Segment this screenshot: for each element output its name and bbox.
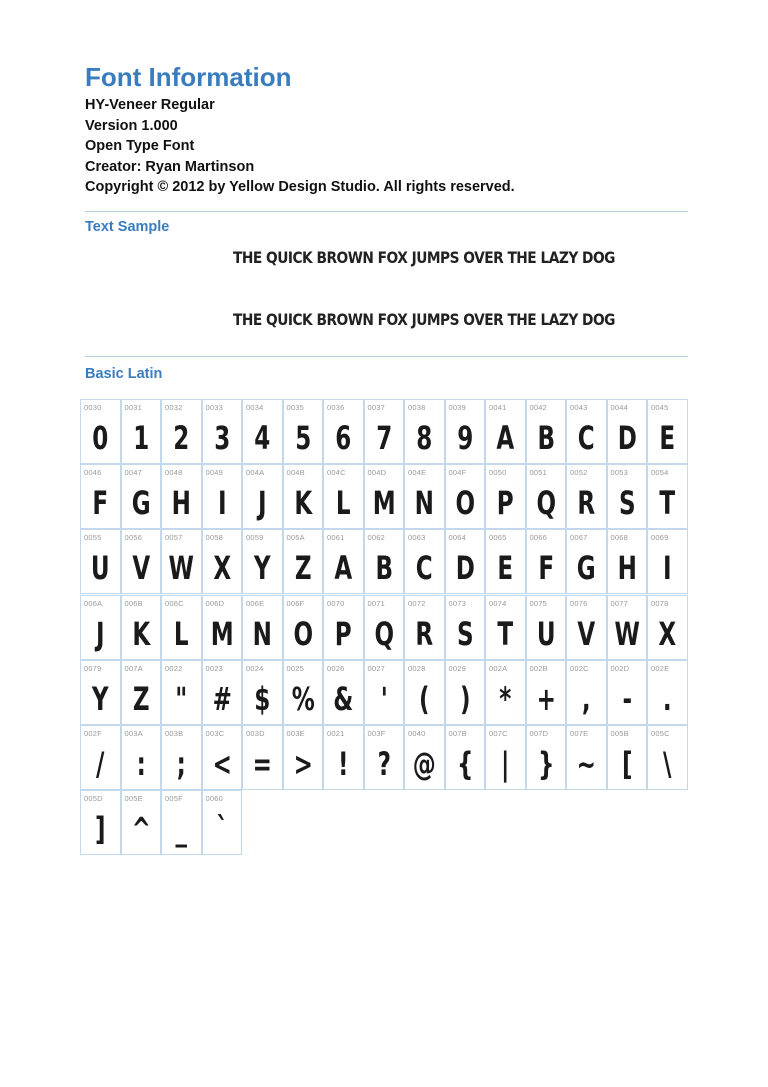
glyph-character: X bbox=[212, 549, 231, 588]
glyph-cell bbox=[485, 725, 526, 790]
glyph-character: A bbox=[334, 549, 353, 588]
glyph-character: 1 bbox=[132, 419, 149, 457]
text-sample-heading: Text Sample bbox=[85, 219, 170, 235]
glyph-cell bbox=[566, 595, 607, 660]
glyph-character: { bbox=[456, 745, 473, 783]
glyph-character: . bbox=[662, 679, 672, 718]
glyph-character: G bbox=[131, 484, 151, 523]
glyph-codepoint: 0033 bbox=[205, 403, 223, 412]
glyph-cell bbox=[404, 529, 445, 594]
glyph-character: E bbox=[497, 549, 514, 588]
glyph-codepoint: 005E bbox=[124, 794, 143, 804]
glyph-character: _ bbox=[175, 810, 188, 849]
glyph-character: < bbox=[212, 745, 232, 783]
glyph-cell bbox=[80, 464, 121, 529]
glyph-character: P bbox=[334, 614, 352, 653]
glyph-character: V bbox=[131, 549, 150, 588]
glyph-codepoint: 0025 bbox=[286, 663, 304, 673]
glyph-codepoint: 0041 bbox=[489, 403, 507, 412]
glyph-character: T bbox=[659, 484, 676, 523]
glyph-codepoint: 0049 bbox=[205, 468, 223, 478]
glyph-character: A bbox=[496, 419, 515, 457]
glyph-cell bbox=[323, 595, 364, 660]
glyph-cell bbox=[526, 529, 567, 594]
glyph-character: R bbox=[415, 614, 434, 653]
glyph-character: P bbox=[496, 484, 514, 523]
glyph-cell bbox=[242, 660, 283, 725]
glyph-character: > bbox=[293, 745, 313, 783]
glyph-codepoint: 0073 bbox=[448, 598, 466, 608]
glyph-cell bbox=[404, 660, 445, 725]
glyph-character: N bbox=[414, 484, 434, 523]
glyph-cell bbox=[404, 464, 445, 529]
glyph-cell bbox=[121, 464, 162, 529]
glyph-character: S bbox=[456, 614, 474, 653]
glyph-codepoint: 004A bbox=[246, 468, 265, 478]
glyph-cell bbox=[121, 790, 162, 855]
glyph-character: H bbox=[171, 484, 191, 523]
glyph-codepoint: 0077 bbox=[610, 598, 628, 608]
glyph-character: S bbox=[618, 484, 636, 523]
glyph-character: O bbox=[292, 614, 313, 653]
glyph-codepoint: 004D bbox=[367, 468, 387, 478]
glyph-character: | bbox=[501, 745, 510, 783]
glyph-cell bbox=[364, 529, 405, 594]
glyph-codepoint: 0036 bbox=[327, 403, 345, 412]
glyph-cell bbox=[647, 399, 688, 464]
glyph-cell bbox=[283, 595, 324, 660]
glyph-cell bbox=[161, 660, 202, 725]
glyph-cell bbox=[161, 595, 202, 660]
glyph-cell bbox=[485, 399, 526, 464]
glyph-codepoint: 0038 bbox=[408, 403, 426, 412]
glyph-codepoint: 0058 bbox=[205, 533, 223, 543]
glyph-cell bbox=[202, 725, 243, 790]
glyph-cell bbox=[404, 399, 445, 464]
glyph-cell bbox=[485, 660, 526, 725]
glyph-codepoint: 0068 bbox=[610, 533, 628, 543]
glyph-character: ; bbox=[176, 745, 186, 783]
glyph-character: K bbox=[293, 484, 312, 523]
glyph-codepoint: 0075 bbox=[529, 598, 547, 608]
glyph-cell bbox=[647, 464, 688, 529]
glyph-cell bbox=[607, 660, 648, 725]
glyph-codepoint: 0071 bbox=[367, 598, 385, 608]
glyph-character: @ bbox=[412, 745, 436, 783]
glyph-codepoint: 0074 bbox=[489, 598, 507, 608]
glyph-codepoint: 0039 bbox=[448, 403, 466, 412]
glyph-codepoint: 0079 bbox=[84, 663, 102, 673]
glyph-character: & bbox=[333, 679, 354, 718]
glyph-character: Z bbox=[132, 679, 150, 718]
glyph-character: 4 bbox=[254, 419, 271, 457]
glyph-codepoint: 004C bbox=[327, 468, 346, 478]
glyph-cell bbox=[364, 399, 405, 464]
glyph-character: $ bbox=[254, 679, 271, 718]
glyph-character: J bbox=[95, 614, 105, 653]
font-copyright: Copyright © 2012 by Yellow Design Studio. All rights reserved. bbox=[85, 179, 515, 195]
glyph-cell bbox=[647, 595, 688, 660]
glyph-codepoint: 0030 bbox=[84, 403, 102, 412]
glyph-codepoint: 005A bbox=[286, 533, 305, 543]
glyph-codepoint: 007C bbox=[489, 729, 508, 738]
glyph-codepoint: 0060 bbox=[205, 794, 223, 804]
glyph-cell bbox=[161, 790, 202, 855]
glyph-cell bbox=[526, 725, 567, 790]
glyph-codepoint: 002B bbox=[529, 663, 548, 673]
glyph-cell bbox=[242, 595, 283, 660]
glyph-cell bbox=[445, 660, 486, 725]
glyph-cell bbox=[121, 725, 162, 790]
glyph-codepoint: 0034 bbox=[246, 403, 264, 412]
glyph-cell bbox=[526, 660, 567, 725]
glyph-codepoint: 0046 bbox=[84, 468, 102, 478]
glyph-codepoint: 0057 bbox=[165, 533, 183, 543]
font-version: Version 1.000 bbox=[85, 117, 178, 134]
glyph-codepoint: 0040 bbox=[408, 729, 426, 738]
glyph-cell bbox=[607, 595, 648, 660]
glyph-cell bbox=[607, 399, 648, 464]
glyph-cell bbox=[80, 790, 121, 855]
glyph-cell bbox=[526, 595, 567, 660]
glyph-codepoint: 0029 bbox=[448, 663, 466, 673]
glyph-codepoint: 0026 bbox=[327, 663, 345, 673]
glyph-codepoint: 0022 bbox=[165, 663, 183, 673]
glyph-character: 3 bbox=[213, 419, 230, 457]
glyph-character: ) bbox=[459, 679, 471, 718]
glyph-character: B bbox=[374, 549, 393, 588]
glyph-codepoint: 004E bbox=[408, 468, 427, 478]
glyph-cell bbox=[445, 399, 486, 464]
glyph-codepoint: 003C bbox=[205, 729, 225, 738]
glyph-cell bbox=[202, 529, 243, 594]
glyph-character: Z bbox=[294, 549, 312, 588]
glyph-cell bbox=[80, 529, 121, 594]
glyph-codepoint: 0070 bbox=[327, 598, 345, 608]
glyph-character: R bbox=[577, 484, 596, 523]
glyph-cell bbox=[485, 529, 526, 594]
glyph-cell bbox=[607, 725, 648, 790]
glyph-cell bbox=[283, 529, 324, 594]
glyph-character: I bbox=[217, 484, 227, 523]
glyph-codepoint: 0065 bbox=[489, 533, 507, 543]
glyph-character: O bbox=[454, 484, 475, 523]
glyph-codepoint: 002F bbox=[84, 729, 102, 738]
glyph-character: " bbox=[175, 679, 188, 718]
glyph-character: : bbox=[136, 745, 146, 783]
glyph-character: I bbox=[662, 549, 672, 588]
glyph-cell bbox=[364, 464, 405, 529]
glyph-character: G bbox=[576, 549, 596, 588]
divider bbox=[85, 356, 688, 357]
glyph-codepoint: 0055 bbox=[84, 533, 102, 543]
glyph-codepoint: 0023 bbox=[205, 663, 223, 673]
glyph-cell bbox=[445, 725, 486, 790]
glyph-character: 7 bbox=[375, 419, 392, 457]
glyph-cell bbox=[242, 399, 283, 464]
glyph-codepoint: 0067 bbox=[570, 533, 588, 543]
glyph-codepoint: 006F bbox=[286, 598, 305, 608]
glyph-character: \ bbox=[663, 745, 672, 783]
glyph-cell bbox=[242, 464, 283, 529]
glyph-codepoint: 0042 bbox=[529, 403, 547, 412]
glyph-character: 6 bbox=[335, 419, 352, 457]
glyph-cell bbox=[323, 399, 364, 464]
glyph-cell bbox=[445, 529, 486, 594]
glyph-codepoint: 006A bbox=[84, 598, 103, 608]
glyph-cell bbox=[121, 529, 162, 594]
glyph-character: 5 bbox=[294, 419, 311, 457]
glyph-codepoint: 0052 bbox=[570, 468, 588, 478]
glyph-codepoint: 007A bbox=[124, 663, 143, 673]
glyph-character: [ bbox=[621, 745, 633, 783]
glyph-cell bbox=[323, 464, 364, 529]
glyph-cell bbox=[121, 399, 162, 464]
glyph-cell bbox=[364, 660, 405, 725]
glyph-character: 2 bbox=[173, 419, 190, 457]
glyph-cell bbox=[80, 725, 121, 790]
glyph-character: Y bbox=[91, 679, 109, 718]
glyph-character: D bbox=[617, 419, 637, 457]
glyph-cell bbox=[566, 529, 607, 594]
glyph-codepoint: 002C bbox=[570, 663, 589, 673]
glyph-codepoint: 005D bbox=[84, 794, 103, 804]
glyph-character: K bbox=[131, 614, 150, 653]
glyph-cell bbox=[323, 529, 364, 594]
glyph-cell bbox=[283, 399, 324, 464]
glyph-character: Q bbox=[373, 614, 394, 653]
glyph-codepoint: 0047 bbox=[124, 468, 142, 478]
glyph-codepoint: 0051 bbox=[529, 468, 547, 478]
basic-latin-heading: Basic Latin bbox=[85, 366, 163, 382]
glyph-character: ' bbox=[380, 679, 388, 718]
glyph-character: L bbox=[173, 614, 189, 653]
glyph-codepoint: 0021 bbox=[327, 729, 345, 738]
divider bbox=[85, 211, 688, 212]
glyph-character: L bbox=[335, 484, 351, 523]
glyph-codepoint: 0032 bbox=[165, 403, 183, 412]
glyph-cell bbox=[566, 464, 607, 529]
glyph-character: = bbox=[252, 745, 272, 783]
glyph-character: E bbox=[659, 419, 676, 457]
glyph-codepoint: 0053 bbox=[610, 468, 628, 478]
glyph-character: C bbox=[415, 549, 433, 588]
glyph-cell bbox=[647, 660, 688, 725]
glyph-character: D bbox=[455, 549, 475, 588]
glyph-cell bbox=[161, 464, 202, 529]
glyph-cell bbox=[80, 399, 121, 464]
glyph-character: - bbox=[621, 679, 632, 718]
glyph-codepoint: 0035 bbox=[286, 403, 304, 412]
glyph-codepoint: 003F bbox=[367, 729, 386, 738]
font-info-block bbox=[85, 95, 515, 198]
glyph-codepoint: 0037 bbox=[367, 403, 385, 412]
page-title: Font Information bbox=[85, 62, 292, 92]
glyph-codepoint: 0024 bbox=[246, 663, 264, 673]
glyph-codepoint: 0045 bbox=[651, 403, 669, 412]
text-sample-line: THE QUICK BROWN FOX JUMPS OVER THE LAZY DOG bbox=[233, 310, 615, 329]
glyph-character: T bbox=[497, 614, 514, 653]
glyph-codepoint: 006B bbox=[124, 598, 143, 608]
glyph-codepoint: 0069 bbox=[651, 533, 669, 543]
glyph-character: # bbox=[212, 679, 232, 718]
glyph-cell bbox=[364, 595, 405, 660]
glyph-codepoint: 003E bbox=[286, 729, 305, 738]
glyph-cell bbox=[404, 725, 445, 790]
glyph-codepoint: 0064 bbox=[448, 533, 466, 543]
glyph-character: M bbox=[210, 614, 234, 653]
glyph-codepoint: 0063 bbox=[408, 533, 426, 543]
glyph-character: ` bbox=[215, 810, 228, 849]
glyph-character: W bbox=[168, 549, 194, 588]
glyph-cell bbox=[323, 725, 364, 790]
glyph-character: H bbox=[617, 549, 637, 588]
glyph-cell bbox=[80, 595, 121, 660]
glyph-codepoint: 005B bbox=[610, 729, 629, 738]
glyph-cell bbox=[485, 595, 526, 660]
glyph-character: , bbox=[581, 679, 591, 718]
glyph-character: * bbox=[499, 679, 512, 718]
glyph-cell bbox=[161, 399, 202, 464]
font-name: HY-Veneer Regular bbox=[85, 97, 215, 113]
glyph-codepoint: 0076 bbox=[570, 598, 588, 608]
glyph-cell bbox=[80, 660, 121, 725]
glyph-codepoint: 0061 bbox=[327, 533, 345, 543]
glyph-character: C bbox=[577, 419, 595, 457]
glyph-character: ( bbox=[418, 679, 430, 718]
glyph-character: ^ bbox=[131, 810, 151, 849]
glyph-character: ! bbox=[337, 745, 349, 783]
glyph-cell bbox=[526, 464, 567, 529]
glyph-codepoint: 007E bbox=[570, 729, 589, 738]
glyph-character: U bbox=[90, 549, 110, 588]
glyph-character: ? bbox=[377, 745, 391, 783]
glyph-cell bbox=[323, 660, 364, 725]
glyph-codepoint: 0050 bbox=[489, 468, 507, 478]
glyph-cell bbox=[607, 464, 648, 529]
glyph-character: + bbox=[536, 679, 556, 718]
glyph-cell bbox=[566, 399, 607, 464]
glyph-codepoint: 0059 bbox=[246, 533, 264, 543]
glyph-cell bbox=[445, 464, 486, 529]
glyph-cell bbox=[607, 529, 648, 594]
glyph-character: B bbox=[536, 419, 555, 457]
glyph-character: F bbox=[92, 484, 109, 523]
glyph-codepoint: 0078 bbox=[651, 598, 669, 608]
glyph-codepoint: 0062 bbox=[367, 533, 385, 543]
text-sample-line: THE QUICK BROWN FOX JUMPS OVER THE LAZY DOG bbox=[233, 248, 615, 267]
glyph-codepoint: 002D bbox=[610, 663, 630, 673]
glyph-cell bbox=[566, 725, 607, 790]
glyph-codepoint: 003D bbox=[246, 729, 265, 738]
glyph-cell bbox=[283, 725, 324, 790]
glyph-cell bbox=[202, 595, 243, 660]
glyph-cell bbox=[647, 529, 688, 594]
glyph-character: / bbox=[96, 745, 105, 783]
glyph-codepoint: 0072 bbox=[408, 598, 426, 608]
glyph-cell bbox=[647, 725, 688, 790]
glyph-codepoint: 005C bbox=[651, 729, 670, 738]
glyph-codepoint: 0054 bbox=[651, 468, 669, 478]
glyph-cell bbox=[364, 725, 405, 790]
glyph-cell bbox=[202, 660, 243, 725]
glyph-codepoint: 0048 bbox=[165, 468, 183, 478]
glyph-character: Y bbox=[253, 549, 271, 588]
glyph-character: ~ bbox=[576, 745, 596, 783]
glyph-codepoint: 003B bbox=[165, 729, 184, 738]
glyph-character: } bbox=[537, 745, 554, 783]
glyph-cell bbox=[526, 399, 567, 464]
glyph-cell bbox=[121, 660, 162, 725]
glyph-codepoint: 005F bbox=[165, 794, 183, 804]
glyph-character: 9 bbox=[456, 419, 473, 457]
font-creator: Creator: Ryan Martinson bbox=[85, 158, 255, 175]
glyph-codepoint: 0031 bbox=[124, 403, 142, 412]
glyph-character: X bbox=[658, 614, 677, 653]
font-type: Open Type Font bbox=[85, 138, 195, 154]
glyph-codepoint: 0044 bbox=[610, 403, 628, 412]
glyph-cell bbox=[566, 660, 607, 725]
glyph-codepoint: 006D bbox=[205, 598, 225, 608]
glyph-cell bbox=[283, 660, 324, 725]
glyph-codepoint: 0043 bbox=[570, 403, 588, 412]
glyph-cell bbox=[202, 464, 243, 529]
glyph-character: 8 bbox=[416, 419, 433, 457]
glyph-cell bbox=[445, 595, 486, 660]
glyph-cell bbox=[242, 725, 283, 790]
glyph-cell bbox=[121, 595, 162, 660]
glyph-character: V bbox=[577, 614, 596, 653]
glyph-cell bbox=[161, 529, 202, 594]
glyph-character: ] bbox=[94, 810, 106, 849]
glyph-cell bbox=[404, 595, 445, 660]
glyph-character: F bbox=[537, 549, 554, 588]
glyph-character: Q bbox=[535, 484, 556, 523]
glyph-character: % bbox=[291, 679, 315, 718]
glyph-codepoint: 002E bbox=[651, 663, 670, 673]
glyph-codepoint: 003A bbox=[124, 729, 143, 738]
glyph-cell bbox=[283, 464, 324, 529]
glyph-codepoint: 006C bbox=[165, 598, 184, 608]
glyph-codepoint: 0027 bbox=[367, 663, 385, 673]
glyph-codepoint: 004F bbox=[448, 468, 467, 478]
glyph-codepoint: 0056 bbox=[124, 533, 142, 543]
glyph-cell bbox=[161, 725, 202, 790]
glyph-character: N bbox=[252, 614, 272, 653]
glyph-cell bbox=[202, 790, 243, 855]
glyph-character: 0 bbox=[92, 419, 109, 457]
glyph-character: W bbox=[614, 614, 640, 653]
glyph-codepoint: 004B bbox=[286, 468, 305, 478]
glyph-character: J bbox=[257, 484, 267, 523]
glyph-character: U bbox=[536, 614, 556, 653]
glyph-cell bbox=[202, 399, 243, 464]
glyph-cell bbox=[242, 529, 283, 594]
glyph-cell bbox=[485, 464, 526, 529]
glyph-codepoint: 002A bbox=[489, 663, 508, 673]
glyph-character: M bbox=[372, 484, 396, 523]
glyph-codepoint: 0066 bbox=[529, 533, 547, 543]
glyph-codepoint: 007B bbox=[448, 729, 467, 738]
glyph-codepoint: 007D bbox=[529, 729, 549, 738]
glyph-codepoint: 006E bbox=[246, 598, 265, 608]
glyph-codepoint: 0028 bbox=[408, 663, 426, 673]
